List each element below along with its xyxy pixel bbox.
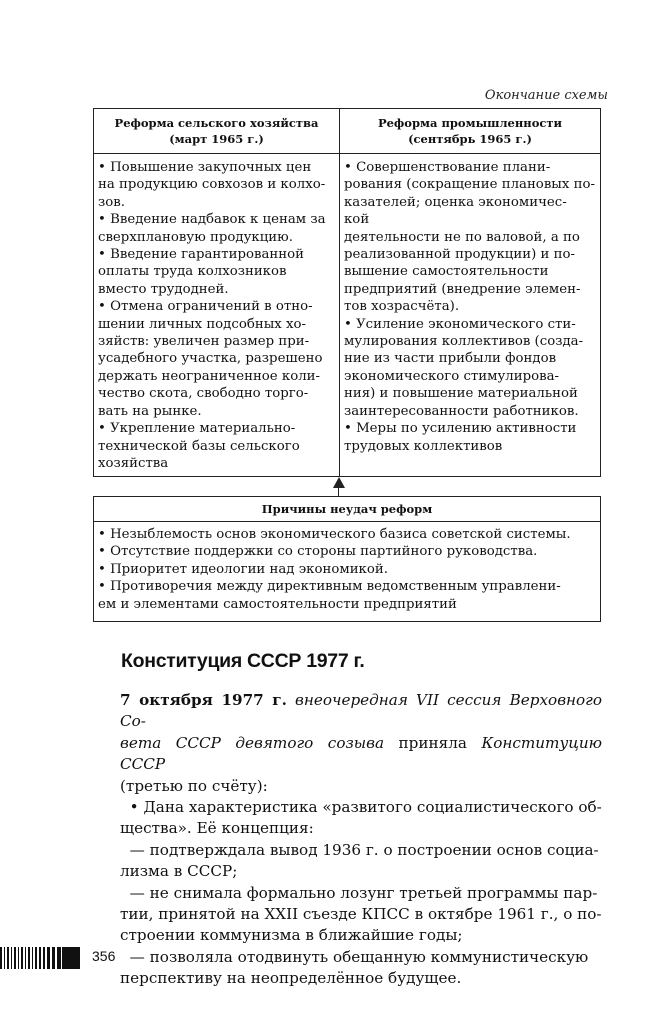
text-line: • Отсутствие поддержки со стороны партийного руководства.	[98, 544, 538, 560]
plain-text: (третью по счёту):	[120, 776, 268, 795]
arrow-connector	[338, 487, 339, 496]
text-line: • Укрепление материально-	[98, 421, 296, 437]
text-line: вместо трудодней.	[98, 281, 229, 297]
text-line-content: — позволяла отодвинуть обещанную коммунистическую	[129, 947, 589, 966]
text-line: перспективу на неопределённое будущее.	[120, 969, 462, 988]
agriculture-reform-body	[94, 154, 340, 476]
plain-text: приняла	[398, 733, 467, 752]
industry-reform-date: (сентябрь 1965 г.)	[408, 132, 532, 146]
date-bold: 7 октября 1977 г.	[120, 691, 287, 709]
reforms-scheme-table	[93, 108, 601, 477]
text-line: на продукцию совхозов и колхо-	[98, 177, 326, 193]
paragraph-1	[120, 690, 602, 797]
text-line: вать на рынке.	[98, 403, 202, 419]
text-line: • Введение надбавок к ценам за	[98, 212, 326, 228]
text-line: тии, принятой на XXII съезде КПСС в октябре 1961 г., о по-	[120, 905, 602, 924]
text-line: • Меры по усилению активности	[344, 421, 577, 437]
text-line	[120, 840, 602, 861]
text-line: • Усиление экономического сти-	[344, 316, 576, 332]
text-line: технической базы сельского	[98, 438, 300, 454]
text-line: шении личных подсобных хо-	[98, 316, 306, 332]
section-title: Конституция СССР 1977 г.	[121, 650, 365, 672]
text-line: сверхплановую продукцию.	[98, 229, 293, 245]
text-line-content: • Дана характеристика «развитого социалистического об-	[129, 798, 602, 817]
text-line: ния) и повышение материальной	[344, 386, 578, 402]
text-line: хозяйства	[98, 455, 169, 471]
text-line: • Отмена ограничений в отно-	[98, 299, 313, 315]
text-line: оплаты труда колхозников	[98, 264, 287, 280]
industry-reform-body	[340, 154, 600, 476]
text-line: заинтересованности работников.	[344, 403, 579, 419]
text-line: ем и элементами самостоятельности предприятий	[98, 596, 457, 612]
text-line: предприятий (внедрение элемен-	[344, 281, 581, 297]
scheme-caption: Окончание схемы	[484, 88, 608, 103]
causes-header: Причины неудач реформ	[94, 497, 600, 522]
italic-text: Конституцию СССР	[120, 733, 603, 774]
text-line-content: — не снимала формально лозунг третьей программы пар-	[129, 883, 598, 902]
reform-failure-causes-box	[93, 496, 601, 622]
text-line: тов хозрасчёта).	[344, 299, 460, 315]
text-line	[120, 947, 602, 968]
text-line: ние из части прибыли фондов	[344, 351, 557, 367]
text-line: • Повышение закупочных цен	[98, 160, 312, 175]
agriculture-reform-title: Реформа сельского хозяйства	[114, 116, 319, 130]
text-line: зов.	[98, 194, 125, 210]
text-line	[120, 883, 602, 904]
text-line: • Приоритет идеологии над экономикой.	[98, 561, 388, 577]
text-line: • Противоречия между директивным ведомственным управлени-	[98, 579, 561, 595]
text-line: рования (сокращение плановых по-	[344, 177, 595, 193]
industry-reform-title: Реформа промышленности	[377, 116, 563, 130]
causes-body	[94, 522, 600, 613]
industry-reform-header	[340, 109, 600, 154]
text-line: мулирования коллективов (созда-	[344, 334, 584, 350]
italic-text: внеочередная VII сессия Верховного Со-	[120, 691, 602, 731]
text-line: • Введение гарантированной	[98, 247, 305, 263]
text-line: кой	[344, 212, 370, 228]
text-line: строении коммунизма в ближайшие годы;	[120, 926, 463, 945]
agriculture-reform-date: (март 1965 г.)	[169, 132, 264, 146]
page-barcode-decoration	[0, 947, 80, 969]
text-line: экономического стимулирова-	[344, 368, 560, 384]
text-line: деятельности не по валовой, а по	[344, 229, 580, 245]
text-line: • Совершенствование плани-	[344, 160, 551, 175]
page-number: 356	[92, 948, 116, 964]
body-text	[120, 690, 602, 990]
text-line: казателей; оценка экономичес-	[344, 194, 567, 210]
text-line: чество скота, свободно торго-	[98, 386, 309, 402]
agriculture-reform-header	[94, 109, 340, 154]
text-line: вышение самостоятельности	[344, 264, 549, 280]
text-line-content: — подтверждала вывод 1936 г. о построении основ социа-	[129, 840, 599, 859]
text-line: держать неограниченное коли-	[98, 368, 321, 384]
text-line: трудовых коллективов	[344, 438, 503, 454]
text-line: • Незыблемость основ экономического базиса советской системы.	[98, 527, 571, 542]
text-line: лизма в СССР;	[120, 862, 238, 881]
text-line: зяйств: увеличен размер при-	[98, 334, 310, 350]
text-line: реализованной продукции) и по-	[344, 247, 575, 263]
text-line: усадебного участка, разрешено	[98, 351, 323, 367]
text-line	[120, 797, 602, 818]
italic-text: вета СССР девятого созыва	[120, 733, 385, 752]
text-line: щества». Её концепция:	[120, 819, 314, 838]
